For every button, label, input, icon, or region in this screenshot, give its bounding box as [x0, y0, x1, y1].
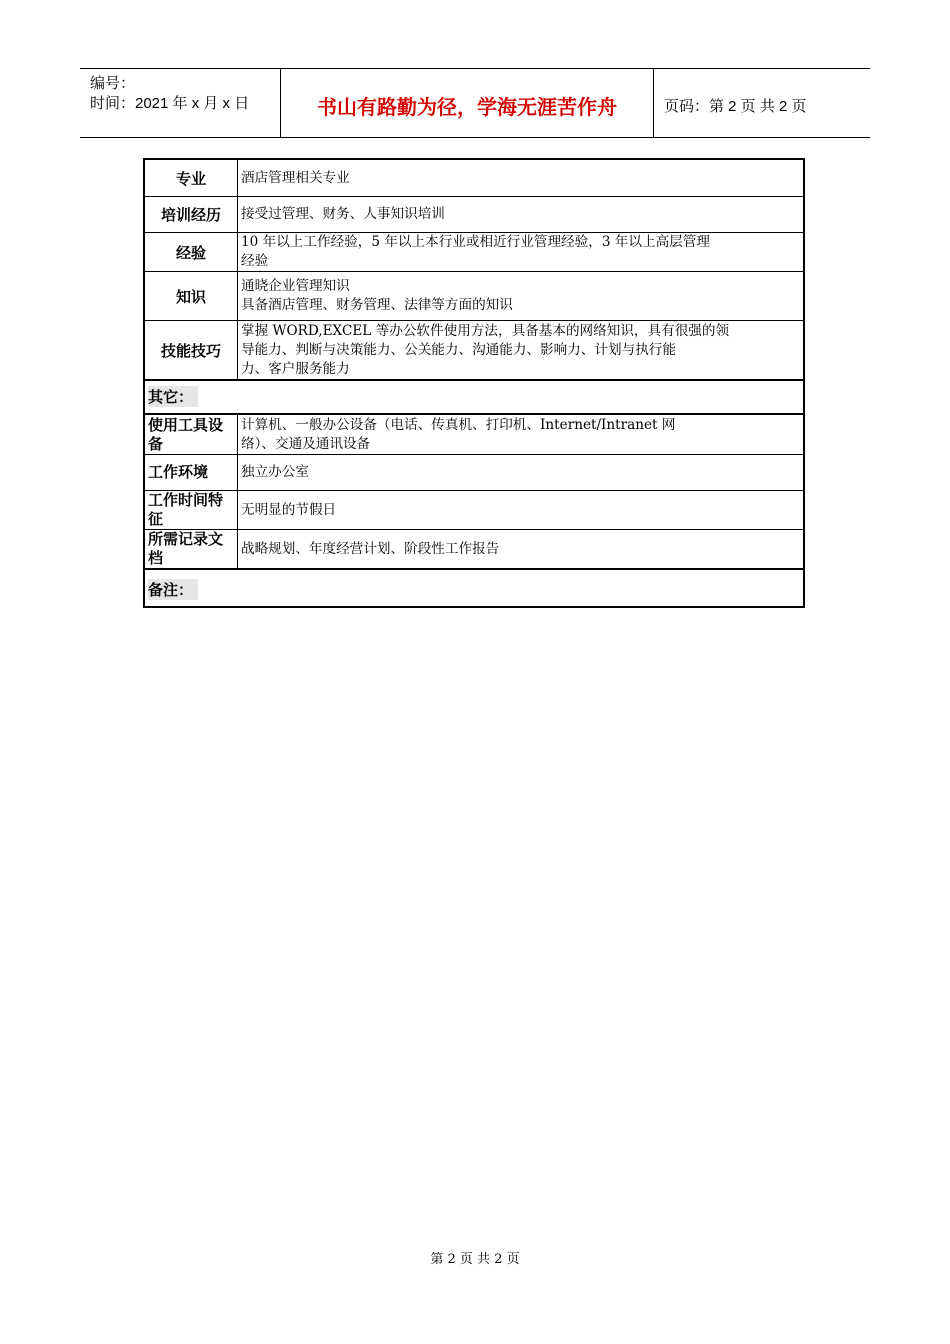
row-label: 知识: [145, 272, 238, 320]
value-line: 络）、交通及通讯设备: [241, 435, 371, 452]
row-label: 经验: [145, 233, 238, 271]
serial-label: 编号：: [90, 75, 136, 92]
date-label: 时间：2021 年 x 月 x 日: [90, 95, 250, 112]
table-row-knowledge: [145, 272, 803, 321]
row-value: [239, 321, 803, 379]
value-line: 战略规划、年度经营计划、阶段性工作报告: [241, 540, 500, 557]
row-value: [239, 233, 803, 271]
label-line: 工作环境: [148, 463, 209, 481]
value-line: 经验: [241, 253, 269, 269]
table-row-environment: [145, 455, 803, 491]
value-line: 力、客户服务能力: [241, 360, 350, 377]
row-value: [239, 455, 803, 490]
table-row-experience: [145, 233, 803, 272]
remarks-heading-text: 备注：: [148, 579, 198, 600]
page-info: 页码：第 2 页 共 2 页: [664, 98, 807, 115]
table-row-work-hours: [145, 491, 803, 530]
value-line: 接受过管理、财务、人事知识培训: [241, 206, 445, 222]
row-value: [239, 530, 803, 568]
label-line: 备: [148, 434, 164, 453]
value-line: 导能力、判断与决策能力、公关能力、沟通能力、影响力、计划与执行能: [241, 341, 676, 358]
table-row-skills: [145, 321, 803, 381]
value-line: 10 年以上工作经验，5 年以上本行业或相近行业管理经验，3 年以上高层管理: [241, 234, 710, 250]
row-label: [145, 491, 238, 529]
value-line: 计算机、一般办公设备（电话、传真机、打印机、Internet/Intranet 网: [241, 416, 676, 433]
value-line: 无明显的节假日: [241, 501, 337, 518]
table-row-tools: [145, 415, 803, 455]
job-spec-table: [143, 158, 805, 608]
header-page-cell: [654, 69, 870, 137]
other-heading-text: 其它：: [148, 386, 198, 407]
row-label: 技能技巧: [145, 321, 238, 379]
table-row-documents: [145, 530, 803, 570]
value-line: 掌握 WORD,EXCEL 等办公软件使用方法，具备基本的网络知识，具有很强的领: [241, 322, 730, 339]
page-header: [80, 68, 870, 138]
row-value: [239, 491, 803, 529]
row-label: 专业: [145, 160, 238, 196]
value-line: 具备酒店管理、财务管理、法律等方面的知识: [241, 297, 513, 313]
row-label: [145, 530, 238, 568]
row-label: [145, 415, 238, 454]
table-row-major: [145, 160, 803, 197]
motto-text: 书山有路勤为径，学海无涯苦作舟: [317, 95, 617, 119]
row-value: [239, 160, 803, 196]
page-footer: 第 2 页 共 2 页: [430, 1252, 520, 1267]
row-value: [239, 197, 803, 232]
label-line: 所需记录文: [148, 530, 224, 548]
label-line: 档: [148, 549, 164, 567]
label-line: 征: [148, 510, 164, 528]
row-label: [145, 455, 238, 490]
header-meta-cell: [80, 69, 281, 137]
row-value: [239, 415, 803, 454]
label-line: 工作时间特: [148, 491, 224, 509]
value-line: 通晓企业管理知识: [241, 278, 350, 294]
table-row-training: [145, 197, 803, 233]
label-line: 使用工具设: [148, 415, 224, 434]
row-label: 培训经历: [145, 197, 238, 232]
value-line: 酒店管理相关专业: [241, 169, 350, 186]
value-line: 独立办公室: [241, 464, 309, 480]
header-motto-cell: [281, 69, 654, 137]
other-section-heading: [145, 381, 803, 415]
row-value: [239, 272, 803, 320]
remarks-section: [145, 570, 803, 608]
